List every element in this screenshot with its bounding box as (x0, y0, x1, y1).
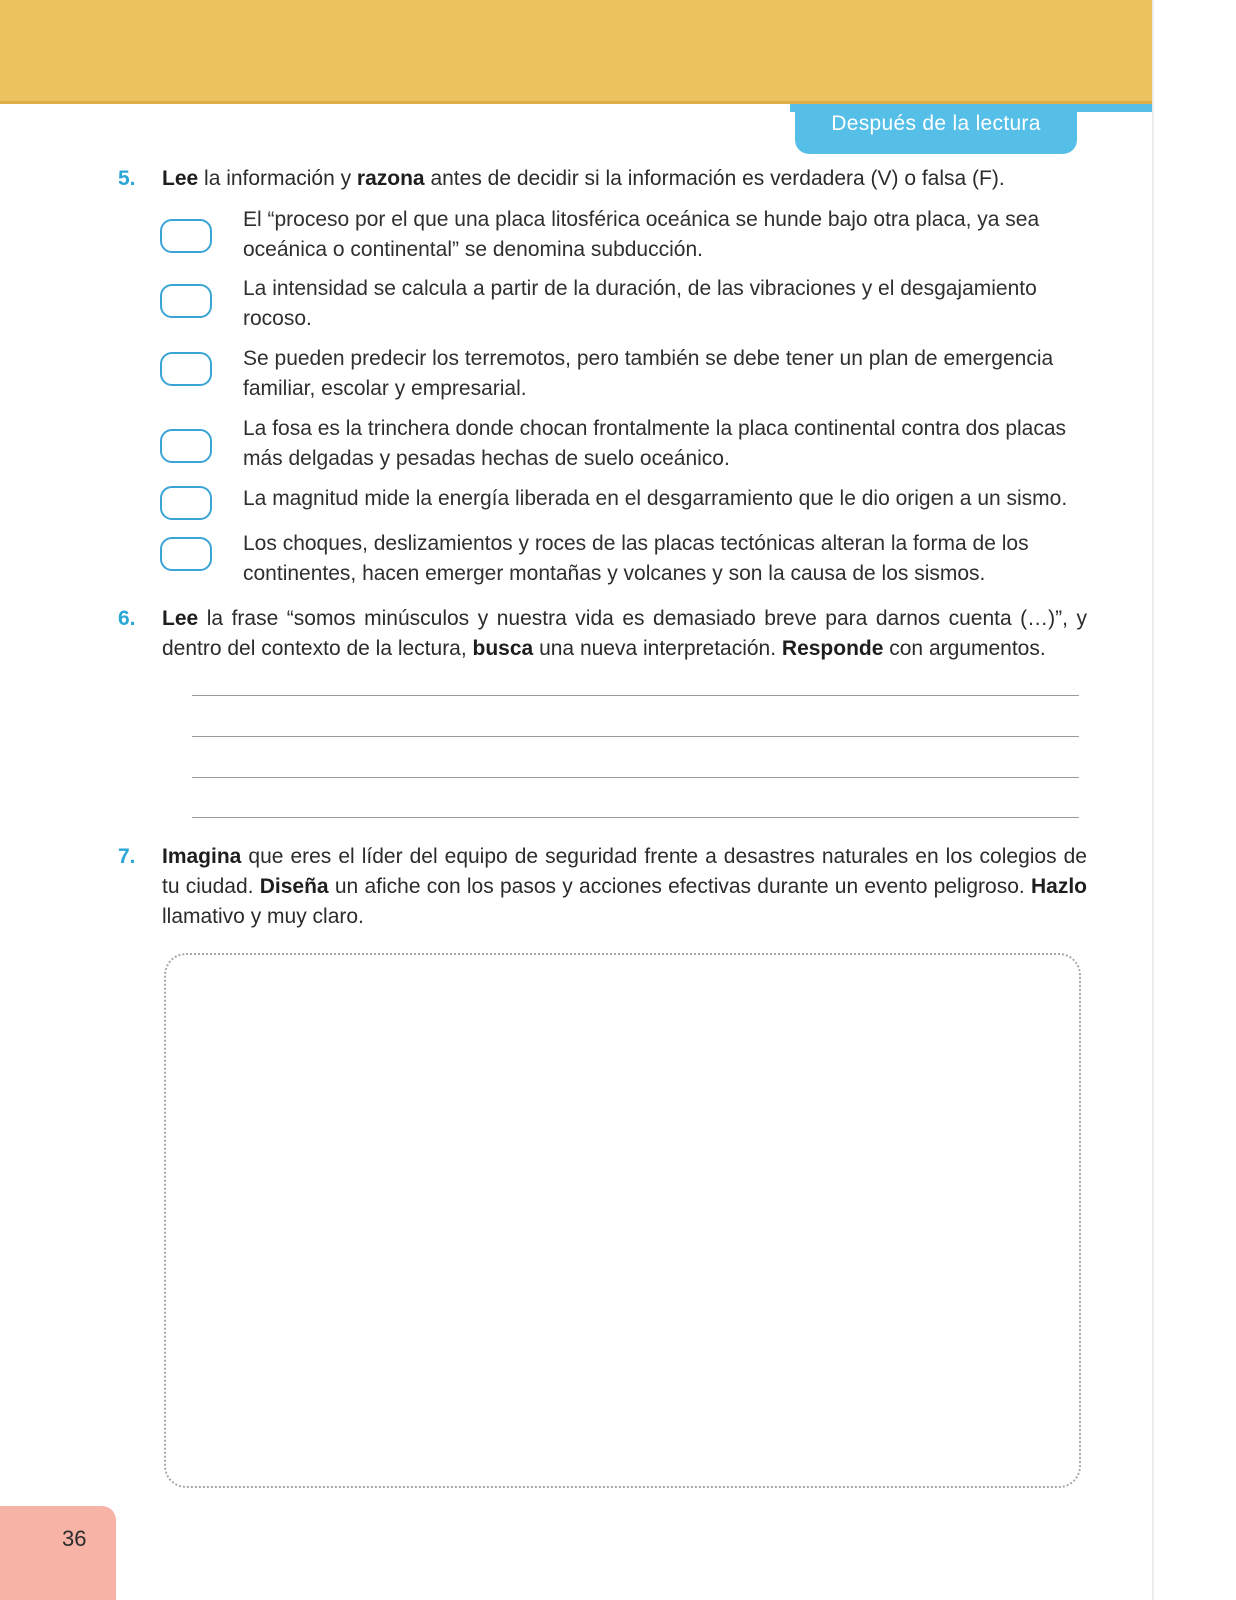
question-5 (118, 164, 1087, 194)
question-7 (118, 842, 1087, 932)
answer-box[interactable] (160, 284, 212, 318)
answer-box[interactable] (160, 352, 212, 386)
question-text: llamativo y muy claro. (162, 905, 364, 928)
instruction-verb: razona (356, 167, 425, 190)
question-number: 5. (118, 167, 136, 190)
page-number-tab (0, 1506, 116, 1600)
statement-text: Los choques, deslizamientos y roces de las placas tectónicas alteran la forma de los continentes, hacen emerger montañas y volcanes y son la causa de los sismos. (243, 532, 1029, 585)
statement-text: Se pueden predecir los terremotos, pero también se debe tener un plan de emergencia familiar, escolar y empresarial. (243, 347, 1054, 400)
page-number: 36 (62, 1526, 87, 1551)
poster-drawing-area[interactable] (164, 953, 1081, 1488)
instruction-verb: Responde (781, 637, 884, 660)
question-text: la frase “somos minúsculos y nuestra vida es demasiado breve para darnos cuenta (…)”, y dentro del contexto de la lectura, (162, 607, 1087, 660)
answer-box[interactable] (160, 537, 212, 571)
instruction-verb: busca (472, 637, 534, 660)
question-number: 6. (118, 607, 136, 630)
statement-text: El “proceso por el que una placa litosférica oceánica se hunde bajo otra placa, ya sea oceánica o continental” se denomina subducción. (243, 208, 1040, 261)
question-text: la información y (198, 167, 357, 190)
statement-text: La intensidad se calcula a partir de la duración, de las vibraciones y el desgajamiento rocoso. (243, 277, 1037, 330)
question-text: que eres el líder del equipo de seguridad frente a desastres naturales en los colegios de tu ciudad. (162, 845, 1087, 898)
answer-box[interactable] (160, 219, 212, 253)
statement-text: La fosa es la trinchera donde chocan frontalmente la placa continental contra dos placas más delgadas y pesadas hechas de suelo oceánico. (243, 417, 1067, 470)
instruction-verb: Hazlo (1030, 875, 1087, 898)
question-text: una nueva interpretación. (533, 637, 782, 660)
instruction-verb: Diseña (259, 875, 329, 898)
statement-text: La magnitud mide la energía liberada en el desgarramiento que le dio origen a un sismo. (243, 487, 1068, 510)
question-text: antes de decidir si la información es verdadera (V) o falsa (F). (424, 167, 1005, 190)
question-text: con argumentos. (883, 637, 1046, 660)
answer-line[interactable] (192, 777, 1079, 778)
question-text: un afiche con los pasos y acciones efectivas durante un evento peligroso. (328, 875, 1031, 898)
instruction-verb: Lee (162, 607, 199, 630)
answer-box[interactable] (160, 486, 212, 520)
question-number: 7. (118, 845, 136, 868)
instruction-verb: Lee (162, 167, 199, 190)
section-tab: Después de la lectura (795, 104, 1077, 154)
answer-line[interactable] (192, 817, 1079, 818)
instruction-verb: Imagina (162, 845, 242, 868)
header-band (0, 0, 1152, 104)
answer-line[interactable] (192, 695, 1079, 696)
answer-box[interactable] (160, 429, 212, 463)
page-edge (1152, 0, 1154, 1600)
answer-line[interactable] (192, 736, 1079, 737)
question-6 (118, 604, 1087, 664)
